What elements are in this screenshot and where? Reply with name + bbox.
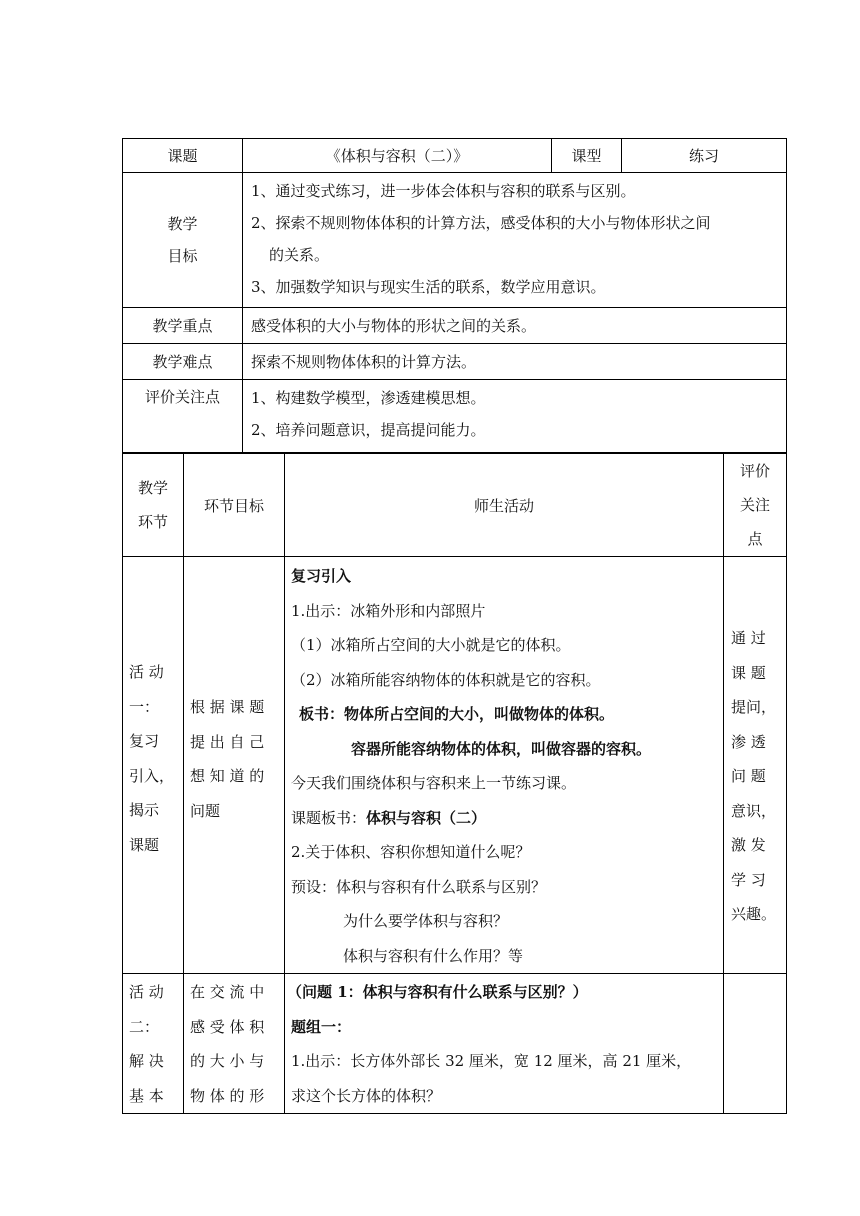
col-header-eval-line: 评价 bbox=[739, 462, 770, 480]
lesson-info-table bbox=[122, 138, 787, 453]
activity1-goal bbox=[184, 557, 285, 974]
activity1-eval bbox=[724, 557, 787, 974]
activity-line: 2.关于体积、容积你想知道什么呢？ bbox=[291, 843, 531, 861]
eval-line: 渗 透 bbox=[731, 732, 766, 751]
col-header-activity: 师生活动 bbox=[285, 454, 724, 557]
evaluation-label: 评价关注点 bbox=[123, 380, 243, 453]
eval-line: 兴趣。 bbox=[731, 905, 777, 923]
stage-line: 二： bbox=[129, 1017, 160, 1036]
col-header-goal: 环节目标 bbox=[184, 454, 285, 557]
goal-line: 根 据 课 题 bbox=[190, 698, 265, 716]
title-board-value: 体积与容积（二） bbox=[366, 808, 487, 827]
activity-line: 为什么要学体积与容积？ bbox=[343, 912, 509, 930]
evaluation-item: 1、构建数学模型，渗透建模思想。 bbox=[251, 389, 486, 407]
goals-label-cell bbox=[123, 173, 243, 308]
title-board-line bbox=[285, 801, 723, 836]
col-header-eval bbox=[724, 454, 787, 557]
activity2-goal bbox=[184, 974, 285, 1114]
stage-line: 一： bbox=[129, 697, 160, 716]
type-label: 课型 bbox=[552, 139, 622, 173]
goal-line: 问题 bbox=[190, 801, 221, 820]
type-value: 练习 bbox=[622, 139, 787, 173]
goal-line: 感 受 体 积 bbox=[190, 1017, 265, 1036]
col-header-stage-line: 教学 bbox=[137, 479, 168, 497]
col-header-eval-line: 关注 bbox=[739, 496, 770, 514]
activity-line: 体积与容积有什么作用？等 bbox=[343, 946, 524, 965]
stage-line: 活 动 bbox=[129, 983, 164, 1001]
stage-line: 解 决 bbox=[129, 1052, 164, 1070]
stage-line: 引入， bbox=[129, 766, 175, 785]
activities-table bbox=[122, 453, 787, 1114]
activity-line: 今天我们围绕体积与容积来上一节练习课。 bbox=[291, 774, 577, 792]
goal-item: 的关系。 bbox=[269, 246, 330, 264]
goal-item: 3、加强数学知识与现实生活的联系，数学应用意识。 bbox=[251, 278, 606, 296]
goals-label-line2: 目标 bbox=[167, 247, 198, 265]
eval-line: 提问， bbox=[731, 698, 777, 716]
key-point-value: 感受体积的大小与物体的形状之间的关系。 bbox=[243, 308, 787, 344]
activity-heading: 复习引入 bbox=[291, 567, 352, 585]
col-header-stage-line: 环节 bbox=[137, 513, 168, 531]
stage-line: 活 动 bbox=[129, 663, 164, 681]
eval-line: 激 发 bbox=[731, 836, 766, 854]
subject-value: 《体积与容积（二）》 bbox=[243, 139, 552, 173]
goal-line: 的 大 小 与 bbox=[190, 1052, 265, 1070]
activity1-content bbox=[285, 557, 724, 974]
stage-line: 基 本 bbox=[129, 1086, 164, 1105]
goals-label-line1: 教学 bbox=[167, 215, 198, 233]
key-point-label: 教学重点 bbox=[123, 308, 243, 344]
activity-line: 1.出示：冰箱外形和内部照片 bbox=[291, 601, 486, 620]
goal-line: 想 知 道 的 bbox=[190, 767, 265, 785]
goal-line: 在 交 流 中 bbox=[190, 983, 265, 1001]
activity-line: 1.出示：长方体外部长 32 厘米，宽 12 厘米，高 21 厘米， bbox=[291, 1052, 692, 1070]
goal-line: 物 体 的 形 bbox=[190, 1086, 265, 1105]
eval-line: 问 题 bbox=[731, 767, 766, 785]
subject-label: 课题 bbox=[123, 139, 243, 173]
activity-line: （1）冰箱所占空间的大小就是它的体积。 bbox=[291, 636, 571, 654]
col-header-stage bbox=[123, 454, 184, 557]
difficulty-value: 探索不规则物体体积的计算方法。 bbox=[243, 344, 787, 380]
activity-question: （问题 1：体积与容积有什么联系与区别？） bbox=[287, 983, 588, 1001]
evaluation-item: 2、培养问题意识，提高提问能力。 bbox=[251, 421, 486, 439]
eval-line: 课 题 bbox=[731, 663, 766, 682]
activity2-eval bbox=[724, 974, 787, 1114]
difficulty-label: 教学难点 bbox=[123, 344, 243, 380]
evaluation-content bbox=[243, 380, 787, 453]
eval-line: 意识， bbox=[731, 801, 777, 820]
title-board-label: 课题板书： bbox=[291, 808, 367, 827]
activity-line: 预设：体积与容积有什么联系与区别？ bbox=[291, 877, 547, 896]
activity-line: （2）冰箱所能容纳物体的体积就是它的容积。 bbox=[291, 670, 601, 689]
stage-line: 课题 bbox=[129, 835, 160, 854]
eval-line: 通 过 bbox=[731, 629, 766, 647]
goal-item: 1、通过变式练习，进一步体会体积与容积的联系与区别。 bbox=[251, 182, 636, 200]
eval-line: 学 习 bbox=[731, 870, 766, 889]
activity1-stage bbox=[123, 557, 184, 974]
board-note-line: 容器所能容纳物体的体积，叫做容器的容积。 bbox=[351, 739, 652, 758]
activity2-stage bbox=[123, 974, 184, 1114]
activity-heading: 题组一： bbox=[291, 1017, 352, 1036]
goals-content bbox=[243, 173, 787, 308]
col-header-eval-line: 点 bbox=[747, 530, 763, 548]
board-note-line: 板书：物体所占空间的大小，叫做物体的体积。 bbox=[299, 705, 615, 723]
stage-line: 复习 bbox=[129, 732, 160, 750]
stage-line: 揭示 bbox=[129, 801, 160, 819]
goal-item: 2、探索不规则物体体积的计算方法，感受体积的大小与物体形状之间 bbox=[251, 214, 711, 232]
activity2-content bbox=[285, 974, 724, 1114]
activity-line: 求这个长方体的体积？ bbox=[291, 1086, 442, 1105]
goal-line: 提 出 自 己 bbox=[190, 732, 265, 751]
